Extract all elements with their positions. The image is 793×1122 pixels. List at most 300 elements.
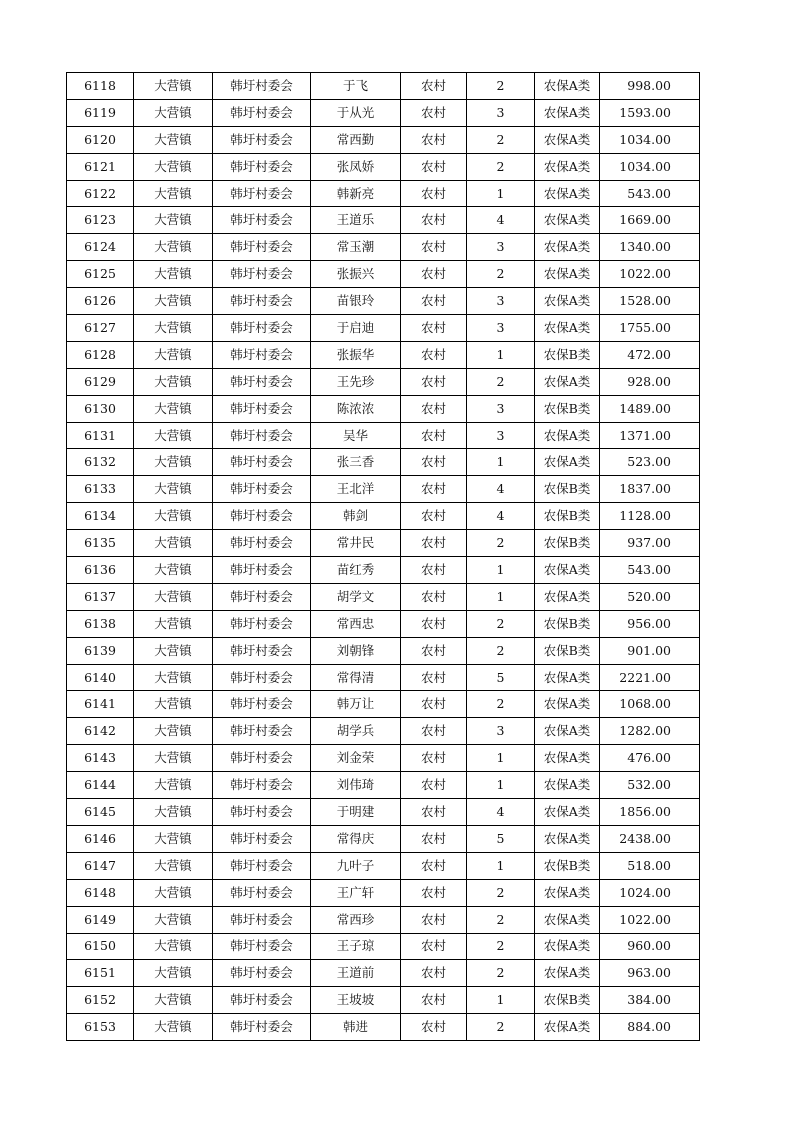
cell-count: 2 [467,1014,535,1041]
table-row [67,664,700,691]
cell-name: 王子琼 [311,933,401,960]
cell-type: 农村 [401,234,467,261]
table-row [67,180,700,207]
cell-village: 韩圩村委会 [213,126,311,153]
cell-category: 农保B类 [535,987,600,1014]
cell-category: 农保A类 [535,180,600,207]
cell-category: 农保A类 [535,126,600,153]
cell-name: 王坡坡 [311,987,401,1014]
cell-name: 韩进 [311,1014,401,1041]
cell-village: 韩圩村委会 [213,933,311,960]
cell-name: 张振兴 [311,261,401,288]
table-row [67,691,700,718]
cell-type: 农村 [401,153,467,180]
cell-town: 大营镇 [134,664,213,691]
cell-type: 农村 [401,664,467,691]
cell-town: 大营镇 [134,288,213,315]
cell-name: 王北洋 [311,476,401,503]
cell-town: 大营镇 [134,234,213,261]
cell-amount: 1371.00 [600,422,700,449]
cell-town: 大营镇 [134,395,213,422]
cell-name: 王先珍 [311,368,401,395]
table-row [67,503,700,530]
cell-category: 农保A类 [535,772,600,799]
cell-town: 大营镇 [134,153,213,180]
cell-count: 4 [467,503,535,530]
cell-category: 农保A类 [535,718,600,745]
cell-name: 张振华 [311,341,401,368]
cell-id: 6149 [67,906,134,933]
cell-town: 大营镇 [134,610,213,637]
cell-name: 胡学兵 [311,718,401,745]
cell-id: 6151 [67,960,134,987]
cell-amount: 1034.00 [600,126,700,153]
cell-id: 6152 [67,987,134,1014]
cell-category: 农保A类 [535,960,600,987]
table-row [67,906,700,933]
cell-count: 2 [467,879,535,906]
table-row [67,288,700,315]
cell-village: 韩圩村委会 [213,745,311,772]
cell-id: 6141 [67,691,134,718]
cell-amount: 928.00 [600,368,700,395]
cell-count: 2 [467,960,535,987]
table-row [67,557,700,584]
cell-amount: 1856.00 [600,799,700,826]
cell-village: 韩圩村委会 [213,341,311,368]
cell-id: 6148 [67,879,134,906]
cell-id: 6127 [67,315,134,342]
table-row [67,368,700,395]
cell-id: 6137 [67,583,134,610]
cell-type: 农村 [401,745,467,772]
cell-village: 韩圩村委会 [213,557,311,584]
cell-name: 常西珍 [311,906,401,933]
cell-category: 农保A类 [535,234,600,261]
cell-village: 韩圩村委会 [213,288,311,315]
cell-town: 大营镇 [134,530,213,557]
cell-category: 农保B类 [535,395,600,422]
cell-name: 王广轩 [311,879,401,906]
cell-count: 1 [467,772,535,799]
cell-type: 农村 [401,852,467,879]
table-row [67,126,700,153]
cell-type: 农村 [401,73,467,100]
cell-id: 6147 [67,852,134,879]
cell-name: 常得庆 [311,825,401,852]
cell-id: 6139 [67,637,134,664]
cell-count: 1 [467,341,535,368]
cell-amount: 1755.00 [600,315,700,342]
cell-id: 6128 [67,341,134,368]
cell-village: 韩圩村委会 [213,503,311,530]
cell-count: 2 [467,261,535,288]
cell-category: 农保A类 [535,933,600,960]
cell-count: 4 [467,207,535,234]
cell-category: 农保B类 [535,476,600,503]
cell-type: 农村 [401,315,467,342]
cell-village: 韩圩村委会 [213,73,311,100]
cell-name: 于启迪 [311,315,401,342]
cell-id: 6142 [67,718,134,745]
cell-amount: 520.00 [600,583,700,610]
cell-type: 农村 [401,960,467,987]
cell-id: 6129 [67,368,134,395]
cell-type: 农村 [401,772,467,799]
table-row [67,637,700,664]
cell-amount: 1024.00 [600,879,700,906]
table-row [67,234,700,261]
cell-name: 韩万让 [311,691,401,718]
cell-count: 2 [467,368,535,395]
cell-town: 大营镇 [134,960,213,987]
cell-amount: 543.00 [600,557,700,584]
table-row [67,718,700,745]
cell-type: 农村 [401,637,467,664]
cell-id: 6118 [67,73,134,100]
cell-category: 农保A类 [535,73,600,100]
cell-amount: 1593.00 [600,99,700,126]
cell-amount: 901.00 [600,637,700,664]
cell-id: 6133 [67,476,134,503]
cell-village: 韩圩村委会 [213,879,311,906]
cell-amount: 1034.00 [600,153,700,180]
cell-town: 大营镇 [134,99,213,126]
cell-category: 农保A类 [535,825,600,852]
cell-name: 陈浓浓 [311,395,401,422]
cell-town: 大营镇 [134,772,213,799]
cell-name: 吴华 [311,422,401,449]
cell-name: 九叶子 [311,852,401,879]
cell-category: 农保A类 [535,261,600,288]
cell-town: 大营镇 [134,799,213,826]
cell-village: 韩圩村委会 [213,315,311,342]
cell-amount: 1282.00 [600,718,700,745]
cell-category: 农保A类 [535,906,600,933]
cell-type: 农村 [401,530,467,557]
cell-town: 大营镇 [134,987,213,1014]
cell-category: 农保A类 [535,449,600,476]
cell-village: 韩圩村委会 [213,99,311,126]
cell-type: 农村 [401,825,467,852]
cell-village: 韩圩村委会 [213,476,311,503]
cell-category: 农保A类 [535,153,600,180]
cell-name: 苗银玲 [311,288,401,315]
cell-village: 韩圩村委会 [213,664,311,691]
cell-amount: 543.00 [600,180,700,207]
table-row [67,879,700,906]
cell-amount: 998.00 [600,73,700,100]
cell-village: 韩圩村委会 [213,530,311,557]
cell-category: 农保A类 [535,745,600,772]
cell-town: 大营镇 [134,879,213,906]
cell-village: 韩圩村委会 [213,906,311,933]
cell-count: 3 [467,99,535,126]
table-row [67,476,700,503]
cell-count: 3 [467,315,535,342]
table-row [67,1014,700,1041]
cell-count: 1 [467,987,535,1014]
cell-town: 大营镇 [134,207,213,234]
cell-name: 韩剑 [311,503,401,530]
cell-category: 农保B类 [535,503,600,530]
cell-town: 大营镇 [134,852,213,879]
cell-type: 农村 [401,691,467,718]
cell-id: 6136 [67,557,134,584]
cell-amount: 937.00 [600,530,700,557]
cell-town: 大营镇 [134,745,213,772]
cell-town: 大营镇 [134,368,213,395]
table-row [67,315,700,342]
cell-village: 韩圩村委会 [213,449,311,476]
cell-town: 大营镇 [134,1014,213,1041]
cell-village: 韩圩村委会 [213,368,311,395]
cell-amount: 884.00 [600,1014,700,1041]
cell-category: 农保A类 [535,691,600,718]
cell-amount: 1528.00 [600,288,700,315]
table-row [67,799,700,826]
table-row [67,341,700,368]
cell-name: 于明建 [311,799,401,826]
cell-category: 农保A类 [535,99,600,126]
cell-amount: 1022.00 [600,906,700,933]
cell-type: 农村 [401,422,467,449]
data-table [66,72,700,1041]
cell-type: 农村 [401,99,467,126]
cell-name: 胡学文 [311,583,401,610]
cell-village: 韩圩村委会 [213,799,311,826]
table-row [67,960,700,987]
cell-village: 韩圩村委会 [213,610,311,637]
cell-category: 农保B类 [535,341,600,368]
cell-town: 大营镇 [134,180,213,207]
table-body [67,73,700,1041]
cell-amount: 532.00 [600,772,700,799]
cell-id: 6138 [67,610,134,637]
cell-village: 韩圩村委会 [213,825,311,852]
cell-village: 韩圩村委会 [213,422,311,449]
cell-type: 农村 [401,395,467,422]
cell-amount: 523.00 [600,449,700,476]
cell-name: 常西忠 [311,610,401,637]
cell-category: 农保A类 [535,315,600,342]
cell-count: 1 [467,745,535,772]
cell-type: 农村 [401,906,467,933]
document-page [66,72,699,1041]
cell-amount: 518.00 [600,852,700,879]
cell-count: 5 [467,664,535,691]
table-row [67,852,700,879]
cell-count: 1 [467,180,535,207]
cell-type: 农村 [401,126,467,153]
cell-type: 农村 [401,207,467,234]
cell-village: 韩圩村委会 [213,960,311,987]
table-row [67,153,700,180]
cell-count: 2 [467,906,535,933]
cell-count: 1 [467,852,535,879]
cell-category: 农保A类 [535,664,600,691]
table-row [67,261,700,288]
cell-town: 大营镇 [134,449,213,476]
cell-name: 刘伟琦 [311,772,401,799]
cell-amount: 1022.00 [600,261,700,288]
cell-count: 2 [467,153,535,180]
cell-name: 常西勤 [311,126,401,153]
table-row [67,395,700,422]
cell-category: 农保A类 [535,422,600,449]
cell-id: 6124 [67,234,134,261]
cell-town: 大营镇 [134,933,213,960]
cell-type: 农村 [401,718,467,745]
cell-town: 大营镇 [134,557,213,584]
cell-count: 2 [467,691,535,718]
cell-count: 1 [467,557,535,584]
cell-amount: 1489.00 [600,395,700,422]
cell-type: 农村 [401,476,467,503]
cell-count: 2 [467,933,535,960]
cell-category: 农保A类 [535,557,600,584]
table-row [67,73,700,100]
cell-id: 6135 [67,530,134,557]
cell-type: 农村 [401,933,467,960]
cell-count: 1 [467,583,535,610]
cell-type: 农村 [401,987,467,1014]
cell-village: 韩圩村委会 [213,153,311,180]
cell-amount: 384.00 [600,987,700,1014]
cell-category: 农保B类 [535,530,600,557]
cell-town: 大营镇 [134,503,213,530]
cell-town: 大营镇 [134,341,213,368]
cell-id: 6130 [67,395,134,422]
cell-count: 3 [467,288,535,315]
cell-id: 6150 [67,933,134,960]
cell-type: 农村 [401,1014,467,1041]
cell-count: 2 [467,73,535,100]
table-row [67,583,700,610]
cell-id: 6131 [67,422,134,449]
cell-count: 2 [467,126,535,153]
cell-town: 大营镇 [134,261,213,288]
cell-town: 大营镇 [134,637,213,664]
cell-id: 6134 [67,503,134,530]
cell-town: 大营镇 [134,718,213,745]
cell-type: 农村 [401,180,467,207]
cell-amount: 1068.00 [600,691,700,718]
cell-amount: 1669.00 [600,207,700,234]
cell-id: 6121 [67,153,134,180]
cell-category: 农保A类 [535,368,600,395]
table-row [67,933,700,960]
cell-amount: 2438.00 [600,825,700,852]
cell-type: 农村 [401,799,467,826]
cell-amount: 1837.00 [600,476,700,503]
cell-amount: 476.00 [600,745,700,772]
cell-name: 张三香 [311,449,401,476]
cell-count: 2 [467,610,535,637]
cell-village: 韩圩村委会 [213,261,311,288]
cell-village: 韩圩村委会 [213,395,311,422]
cell-town: 大营镇 [134,691,213,718]
cell-id: 6132 [67,449,134,476]
cell-category: 农保B类 [535,852,600,879]
cell-category: 农保A类 [535,799,600,826]
cell-category: 农保A类 [535,583,600,610]
cell-type: 农村 [401,610,467,637]
cell-name: 常井民 [311,530,401,557]
cell-village: 韩圩村委会 [213,852,311,879]
cell-id: 6119 [67,99,134,126]
cell-name: 刘金荣 [311,745,401,772]
cell-id: 6140 [67,664,134,691]
cell-village: 韩圩村委会 [213,207,311,234]
cell-type: 农村 [401,879,467,906]
table-row [67,745,700,772]
cell-id: 6123 [67,207,134,234]
cell-type: 农村 [401,503,467,530]
cell-name: 常得清 [311,664,401,691]
cell-name: 韩新亮 [311,180,401,207]
cell-amount: 1128.00 [600,503,700,530]
cell-count: 3 [467,395,535,422]
cell-category: 农保A类 [535,879,600,906]
cell-village: 韩圩村委会 [213,1014,311,1041]
cell-name: 王道前 [311,960,401,987]
cell-type: 农村 [401,368,467,395]
cell-count: 3 [467,234,535,261]
cell-amount: 963.00 [600,960,700,987]
table-row [67,987,700,1014]
cell-town: 大营镇 [134,315,213,342]
cell-count: 1 [467,449,535,476]
cell-id: 6146 [67,825,134,852]
cell-type: 农村 [401,341,467,368]
table-row [67,449,700,476]
table-row [67,530,700,557]
cell-town: 大营镇 [134,583,213,610]
cell-id: 6143 [67,745,134,772]
cell-village: 韩圩村委会 [213,234,311,261]
cell-village: 韩圩村委会 [213,691,311,718]
table-row [67,825,700,852]
cell-count: 3 [467,422,535,449]
table-row [67,422,700,449]
cell-amount: 472.00 [600,341,700,368]
cell-town: 大营镇 [134,476,213,503]
cell-amount: 956.00 [600,610,700,637]
cell-village: 韩圩村委会 [213,583,311,610]
cell-id: 6125 [67,261,134,288]
table-row [67,772,700,799]
cell-amount: 2221.00 [600,664,700,691]
cell-name: 于从光 [311,99,401,126]
cell-town: 大营镇 [134,825,213,852]
cell-town: 大营镇 [134,73,213,100]
cell-category: 农保A类 [535,288,600,315]
cell-town: 大营镇 [134,126,213,153]
table-row [67,99,700,126]
cell-village: 韩圩村委会 [213,180,311,207]
cell-type: 农村 [401,557,467,584]
cell-type: 农村 [401,583,467,610]
cell-category: 农保A类 [535,1014,600,1041]
cell-category: 农保B类 [535,610,600,637]
cell-id: 6126 [67,288,134,315]
cell-type: 农村 [401,449,467,476]
cell-id: 6122 [67,180,134,207]
cell-amount: 1340.00 [600,234,700,261]
cell-count: 4 [467,476,535,503]
cell-village: 韩圩村委会 [213,637,311,664]
